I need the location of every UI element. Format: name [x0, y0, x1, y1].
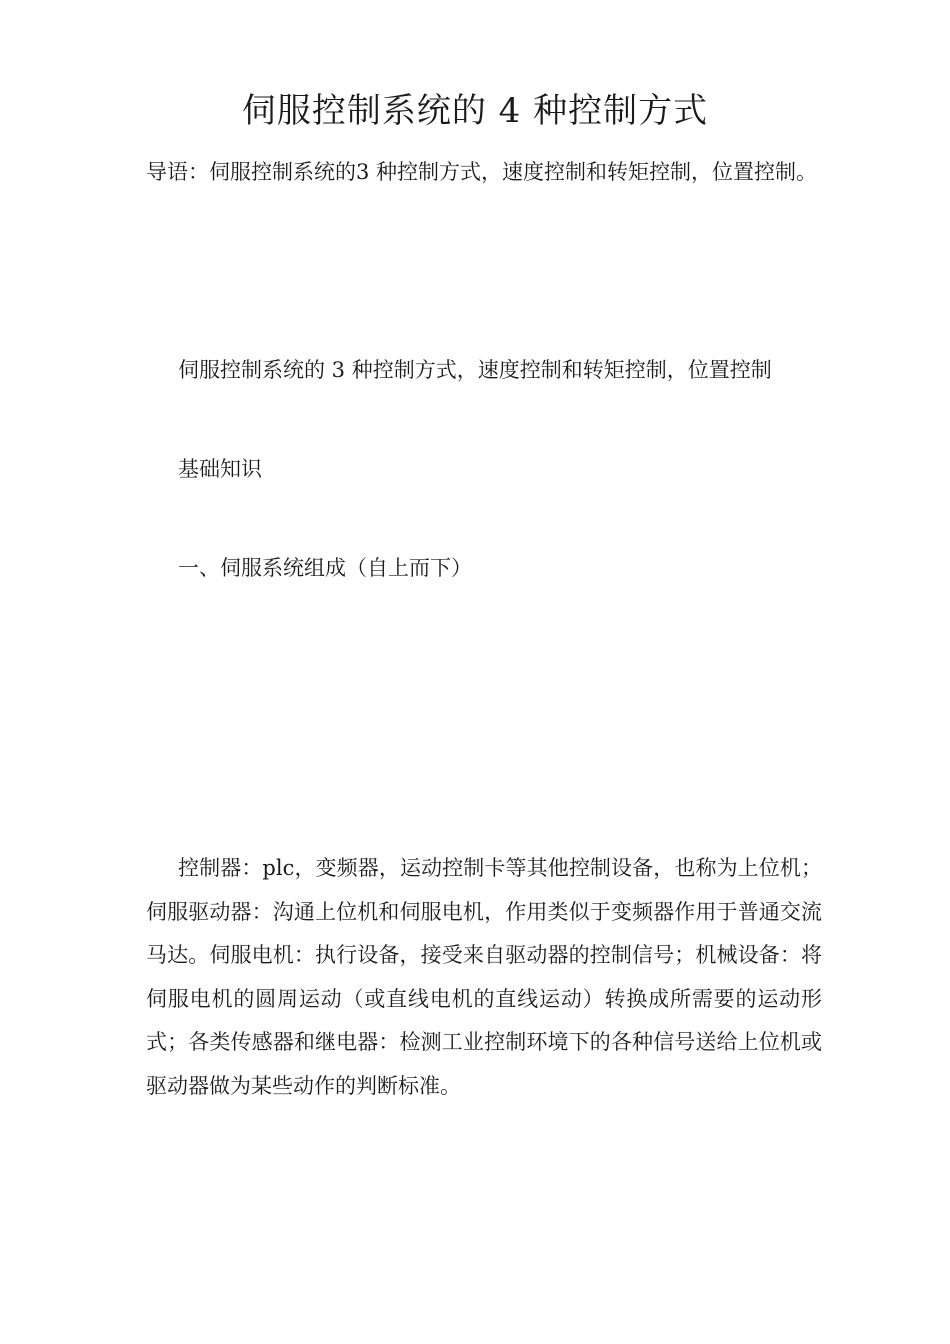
- paragraph-servo-components: 控制器：plc，变频器，运动控制卡等其他控制设备，也称为上位机；伺服驱动器：沟通上位机和伺服电机，作用类似于变频器作用于普通交流马达。伺服电机：执行设备，接受来自驱动器的控制信号；机械设备：将伺服电机的圆周运动（或直线电机的直线运动）转换成所需要的运动形式；各类传感器和继电器：检测工业控制环境下的各种信号送给上位机或驱动器做为某些动作的判断标准。: [146, 856, 822, 1098]
- intro-paragraph: 导语：伺服控制系统的3 种控制方式，速度控制和转矩控制，位置控制。: [146, 160, 818, 184]
- document-title: 伺服控制系统的 4 种控制方式: [241, 91, 709, 131]
- section-heading-servo-composition: 一、伺服系统组成（自上而下）: [178, 556, 472, 580]
- paragraph-control-modes: 伺服控制系统的 3 种控制方式，速度控制和转矩控制，位置控制: [178, 358, 772, 382]
- section-heading-basics: 基础知识: [178, 457, 262, 481]
